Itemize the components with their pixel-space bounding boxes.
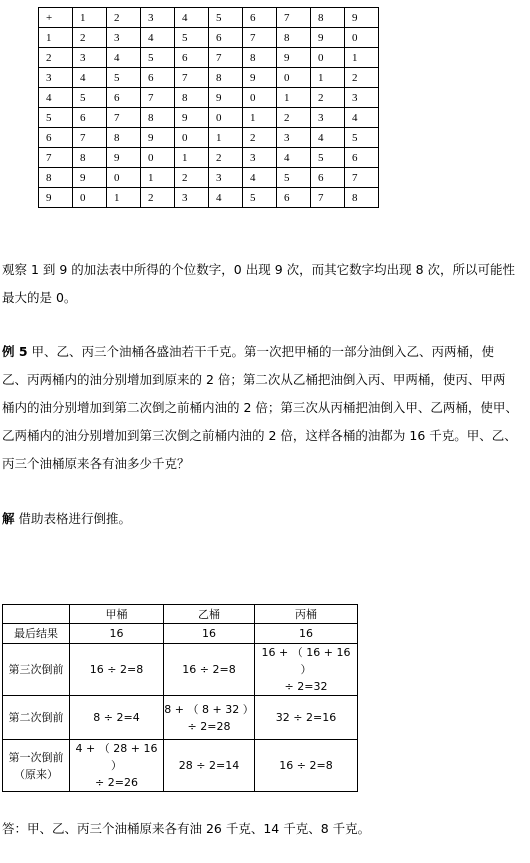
example-line-4: 乙两桶内的油分别增加到第三次倒之前桶内油的 2 倍，这样各桶的油都为 16 千克。甲、乙、	[2, 428, 517, 443]
addition-cell: 9	[243, 68, 277, 88]
addition-cell: 8	[311, 8, 345, 28]
addition-cell: 5	[141, 48, 175, 68]
addition-table	[38, 7, 379, 208]
addition-cell: 6	[345, 148, 379, 168]
addition-cell: 3	[175, 188, 209, 208]
addition-cell: 6	[243, 8, 277, 28]
oil-header-jia: 甲桶	[70, 605, 164, 624]
cell-line: ÷ 2=32	[284, 680, 328, 693]
oil-row-third	[3, 644, 358, 696]
cell-jia: 16 ÷ 2=8	[70, 644, 164, 696]
addition-cell: 0	[73, 188, 107, 208]
cell-line: ÷ 2=26	[95, 776, 138, 789]
cell-line: 8 + （ 8 + 32 ）	[164, 702, 254, 716]
solution-text: 借助表格进行倒推。	[18, 511, 132, 526]
addition-cell: 1	[39, 28, 73, 48]
row-label: 第二次倒前	[3, 696, 70, 740]
cell-yi: 16	[164, 624, 255, 644]
addition-row	[39, 8, 379, 28]
addition-cell: 1	[175, 148, 209, 168]
example-line-1: 甲、乙、丙三个油桶各盛油若干千克。第一次把甲桶的一部分油倒入乙、丙两桶，使	[31, 344, 495, 359]
cell-yi	[164, 696, 255, 740]
example-line-5: 丙三个油桶原来各有油多少千克？	[2, 456, 190, 471]
addition-cell: 2	[39, 48, 73, 68]
addition-cell: 9	[73, 168, 107, 188]
addition-cell: 2	[209, 148, 243, 168]
addition-cell: 1	[141, 168, 175, 188]
addition-cell: 7	[277, 8, 311, 28]
addition-row	[39, 28, 379, 48]
addition-cell: 6	[277, 188, 311, 208]
solution-paragraph	[2, 505, 528, 533]
addition-cell: 0	[243, 88, 277, 108]
cell-bing	[255, 644, 358, 696]
addition-row	[39, 88, 379, 108]
addition-row	[39, 188, 379, 208]
answer-text: 答：甲、乙、丙三个油桶原来各有油 26 千克、14 千克、8 千克。	[2, 821, 371, 836]
addition-cell: 0	[175, 128, 209, 148]
addition-cell: 8	[107, 128, 141, 148]
addition-cell: 9	[277, 48, 311, 68]
addition-cell: 2	[107, 8, 141, 28]
addition-cell: 6	[73, 108, 107, 128]
addition-cell: 8	[277, 28, 311, 48]
cell-yi: 16 ÷ 2=8	[164, 644, 255, 696]
addition-cell: 8	[243, 48, 277, 68]
answer-paragraph	[2, 815, 528, 843]
addition-cell: 7	[39, 148, 73, 168]
addition-cell: 2	[277, 108, 311, 128]
row-label: 最后结果	[3, 624, 70, 644]
addition-cell: 2	[73, 28, 107, 48]
addition-cell: 2	[141, 188, 175, 208]
addition-cell: 6	[107, 88, 141, 108]
oil-row-final	[3, 624, 358, 644]
addition-row	[39, 128, 379, 148]
addition-cell: 5	[277, 168, 311, 188]
oil-header-row	[3, 605, 358, 624]
addition-row	[39, 148, 379, 168]
example-paragraph	[2, 338, 528, 478]
addition-cell: 7	[243, 28, 277, 48]
row-label	[3, 740, 70, 792]
oil-header-yi: 乙桶	[164, 605, 255, 624]
addition-cell: 1	[277, 88, 311, 108]
addition-cell: 4	[39, 88, 73, 108]
addition-cell: 8	[209, 68, 243, 88]
addition-cell: 3	[277, 128, 311, 148]
addition-cell: 7	[107, 108, 141, 128]
addition-cell: 7	[141, 88, 175, 108]
addition-cell: 6	[175, 48, 209, 68]
addition-cell: 4	[277, 148, 311, 168]
addition-cell: 3	[73, 48, 107, 68]
oil-table	[2, 604, 358, 792]
observation-line-2: 最大的是 0。	[2, 290, 77, 305]
addition-cell: 3	[243, 148, 277, 168]
addition-cell: 7	[73, 128, 107, 148]
observation-line-1: 观察 1 到 9 的加法表中所得的个位数字，0 出现 9 次，而其它数字均出现 8 次，所以可能性	[2, 262, 516, 277]
oil-row-second	[3, 696, 358, 740]
addition-cell: 3	[141, 8, 175, 28]
addition-cell: 3	[345, 88, 379, 108]
addition-cell: 1	[345, 48, 379, 68]
addition-cell: 7	[311, 188, 345, 208]
addition-cell: 2	[175, 168, 209, 188]
addition-cell: 3	[311, 108, 345, 128]
addition-cell: 5	[107, 68, 141, 88]
cell-yi: 28 ÷ 2=14	[164, 740, 255, 792]
addition-row	[39, 48, 379, 68]
addition-cell: 1	[209, 128, 243, 148]
addition-cell: 1	[107, 188, 141, 208]
addition-cell: 1	[311, 68, 345, 88]
example-label: 例 5	[2, 344, 28, 359]
cell-jia: 16	[70, 624, 164, 644]
addition-row	[39, 68, 379, 88]
addition-cell: 5	[311, 148, 345, 168]
addition-cell: 6	[141, 68, 175, 88]
example-line-2: 乙、丙两桶内的油分别增加到原来的 2 倍；第二次从乙桶把油倒入丙、甲两桶，使丙、甲两	[2, 372, 506, 387]
addition-cell: 1	[243, 108, 277, 128]
addition-cell: 6	[209, 28, 243, 48]
cell-line: ÷ 2=28	[187, 719, 231, 733]
addition-cell: 0	[311, 48, 345, 68]
addition-cell: 0	[277, 68, 311, 88]
addition-cell: 4	[311, 128, 345, 148]
oil-header-bing: 丙桶	[255, 605, 358, 624]
row-label: 第三次倒前	[3, 644, 70, 696]
addition-cell: 4	[141, 28, 175, 48]
addition-cell: 8	[73, 148, 107, 168]
addition-cell: 5	[175, 28, 209, 48]
cell-bing: 32 ÷ 2=16	[255, 696, 358, 740]
addition-cell: 3	[39, 68, 73, 88]
addition-cell: 9	[107, 148, 141, 168]
addition-cell: 9	[175, 108, 209, 128]
addition-cell: 8	[175, 88, 209, 108]
addition-cell: 4	[209, 188, 243, 208]
addition-cell: 0	[141, 148, 175, 168]
addition-cell: 5	[209, 8, 243, 28]
addition-cell: 9	[345, 8, 379, 28]
addition-cell: 7	[175, 68, 209, 88]
cell-bing: 16	[255, 624, 358, 644]
addition-cell: 6	[39, 128, 73, 148]
cell-line: 第一次倒前	[8, 750, 64, 764]
addition-cell: 4	[175, 8, 209, 28]
addition-cell: 0	[209, 108, 243, 128]
addition-row	[39, 108, 379, 128]
addition-cell: 8	[39, 168, 73, 188]
addition-cell: 4	[107, 48, 141, 68]
cell-line: 16 + （ 16 + 16 ）	[261, 646, 351, 676]
addition-cell: 5	[345, 128, 379, 148]
cell-line: 4 + （ 28 + 16 ）	[75, 742, 158, 772]
addition-cell: 2	[243, 128, 277, 148]
addition-cell: 6	[311, 168, 345, 188]
cell-line: （原来）	[14, 767, 58, 781]
addition-cell: 0	[345, 28, 379, 48]
addition-cell: 5	[243, 188, 277, 208]
addition-cell: 7	[209, 48, 243, 68]
addition-cell: 4	[73, 68, 107, 88]
cell-jia: 8 ÷ 2=4	[70, 696, 164, 740]
addition-cell: 5	[73, 88, 107, 108]
addition-cell: 4	[345, 108, 379, 128]
addition-row	[39, 168, 379, 188]
addition-cell: 9	[39, 188, 73, 208]
addition-cell: 8	[345, 188, 379, 208]
observation-paragraph	[2, 256, 528, 312]
addition-cell: 9	[141, 128, 175, 148]
addition-cell: 5	[39, 108, 73, 128]
oil-header-empty	[3, 605, 70, 624]
addition-cell: 9	[311, 28, 345, 48]
cell-jia	[70, 740, 164, 792]
addition-cell: 9	[209, 88, 243, 108]
addition-cell: 2	[311, 88, 345, 108]
addition-cell: 7	[345, 168, 379, 188]
cell-bing: 16 ÷ 2=8	[255, 740, 358, 792]
addition-cell: 2	[345, 68, 379, 88]
addition-cell: 3	[209, 168, 243, 188]
solution-label: 解	[2, 511, 15, 526]
oil-row-first	[3, 740, 358, 792]
addition-cell: 8	[141, 108, 175, 128]
addition-cell: 1	[73, 8, 107, 28]
addition-cell: 4	[243, 168, 277, 188]
example-line-3: 桶内的油分别增加到第二次倒之前桶内油的 2 倍；第三次从丙桶把油倒入甲、乙两桶，使甲、	[2, 400, 518, 415]
addition-cell: +	[39, 8, 73, 28]
addition-cell: 0	[107, 168, 141, 188]
addition-cell: 3	[107, 28, 141, 48]
